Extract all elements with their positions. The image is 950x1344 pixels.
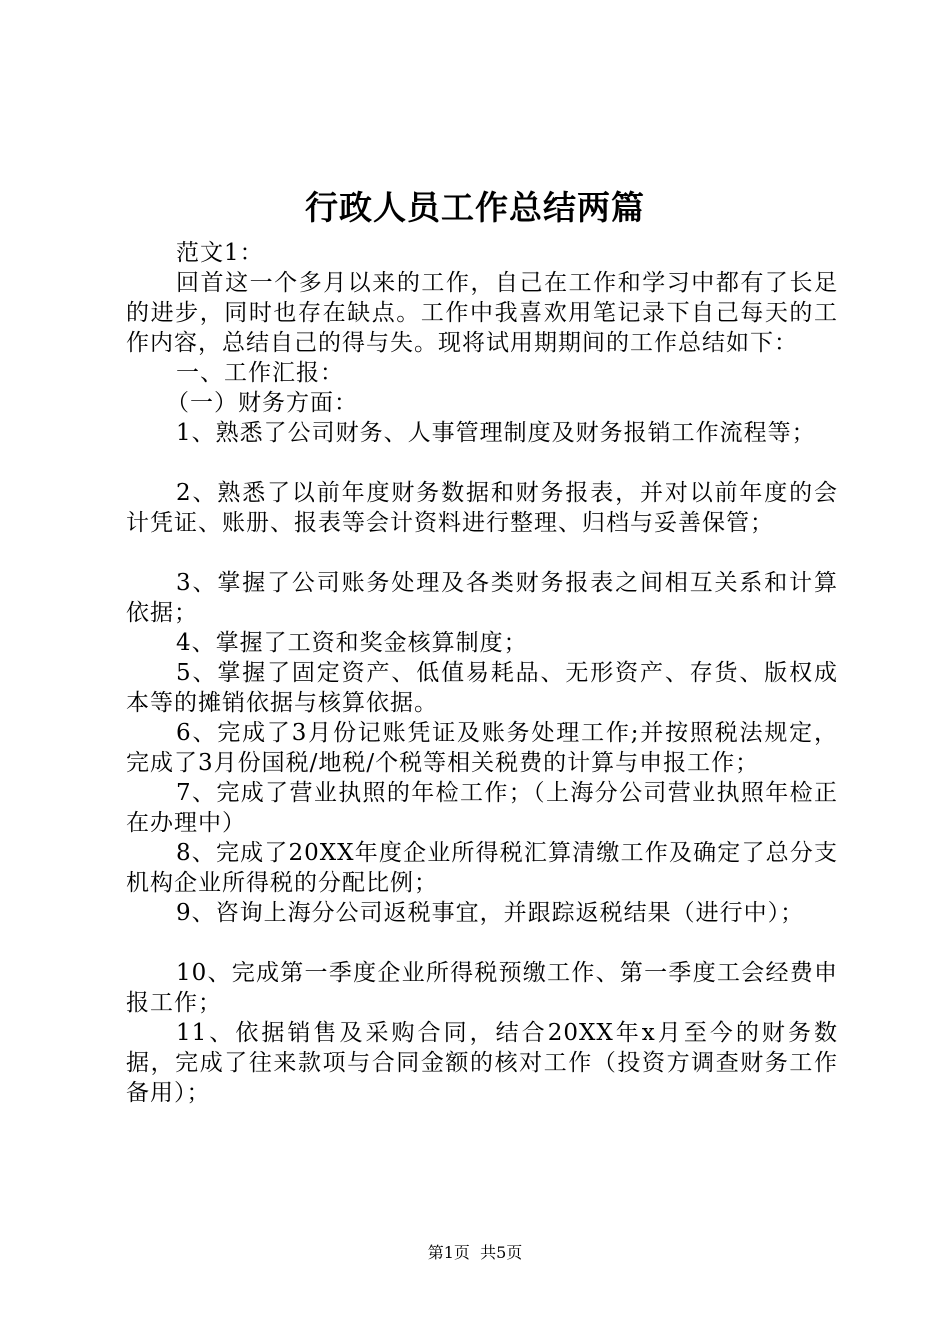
blank-line — [126, 928, 838, 958]
paragraph-intro: 回首这一个多月以来的工作，自己在工作和学习中都有了长足的进步，同时也存在缺点。工作中我喜欢用笔记录下自己每天的工作内容，总结自己的得与失。现将试用期期间的工作总结如下： — [126, 270, 838, 356]
list-item: 9、咨询上海分公司返税事宜，并跟踪返税结果（进行中）； — [176, 900, 805, 926]
blank-line — [126, 448, 838, 478]
document-title: 行政人员工作总结两篇 — [305, 188, 645, 227]
list-item: 2、熟悉了以前年度财务数据和财务报表，并对以前年度的会计凭证、账册、报表等会计资料进行整理、归档与妥善保管； — [126, 480, 838, 536]
page-footer — [0, 1242, 950, 1264]
blank-line — [126, 538, 838, 568]
list-item: 7、完成了营业执照的年检工作；（上海分公司营业执照年检正在办理中） — [126, 780, 838, 836]
list-item: 8、完成了20XX年度企业所得税汇算清缴工作及确定了总分支机构企业所得税的分配比例； — [126, 840, 838, 896]
list-item: 10、完成第一季度企业所得税预缴工作、第一季度工会经费申报工作； — [126, 960, 838, 1016]
page-total: 共5页 — [480, 1243, 523, 1262]
list-item: 11、依据销售及采购合同，结合20XX年x月至今的财务数据，完成了往来款项与合同金额的核对工作（投资方调查财务工作备用）； — [126, 1020, 838, 1106]
page-number: 第1页 — [427, 1243, 470, 1262]
list-item: 1、熟悉了公司财务、人事管理制度及财务报销工作流程等； — [176, 420, 816, 446]
section-heading-work-report: 一、工作汇报： — [176, 360, 344, 386]
list-item: 4、掌握了工资和奖金核算制度； — [176, 630, 528, 656]
paragraph-sample-label: 范文1： — [176, 240, 264, 266]
list-item: 5、掌握了固定资产、低值易耗品、无形资产、存货、版权成本等的摊销依据与核算依据。 — [126, 660, 838, 716]
list-item: 3、掌握了公司账务处理及各类财务报表之间相互关系和计算依据； — [126, 570, 838, 626]
subsection-heading-finance: （一）财务方面： — [166, 390, 358, 416]
list-item: 6、完成了3月份记账凭证及账务处理工作;并按照税法规定，完成了3月份国税/地税/个税等相关税费的计算与申报工作； — [126, 720, 838, 776]
document-body — [126, 238, 838, 1108]
